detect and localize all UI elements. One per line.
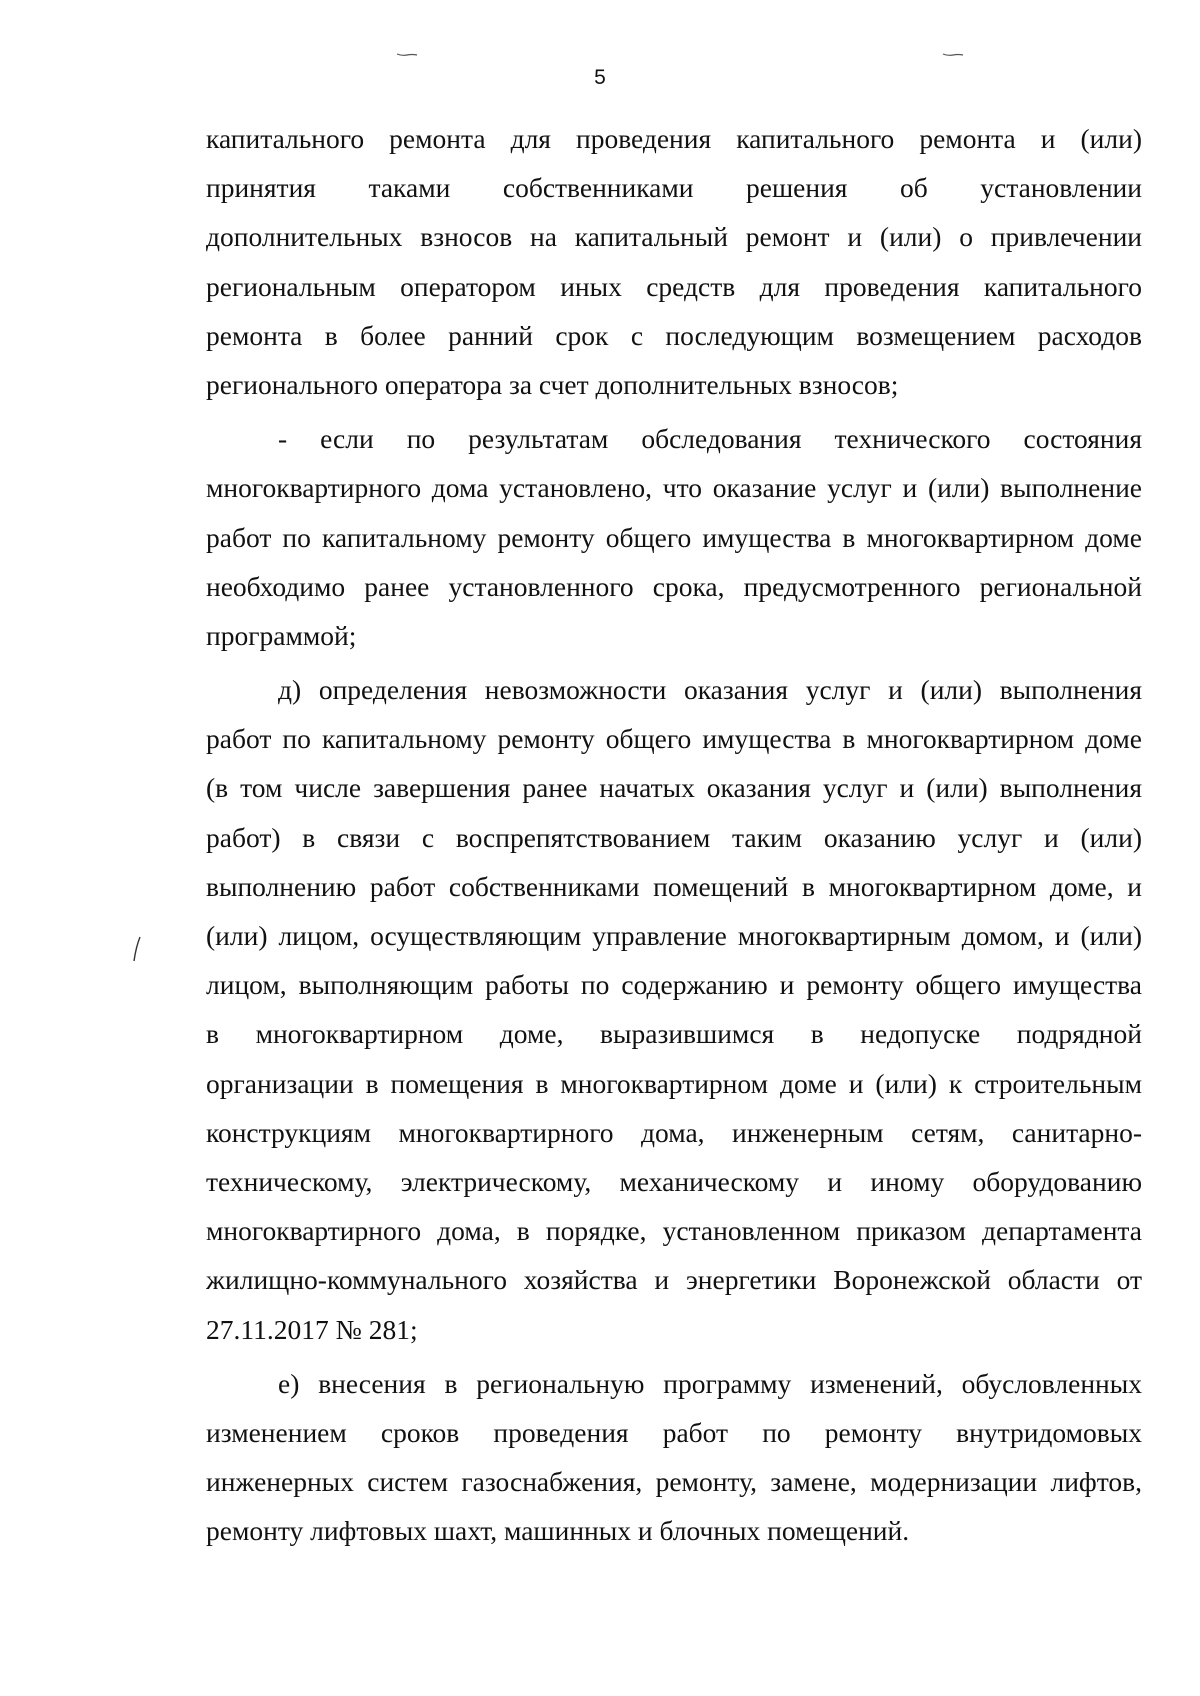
margin-pen-mark (130, 935, 144, 965)
text-line: е) внесения в региональную программу изменений, обусловленных (278, 1367, 1142, 1399)
text-line: организации в помещения в многоквартирном доме и (или) к строительным (206, 1067, 1142, 1099)
text-line: необходимо ранее установленного срока, предусмотренного региональной (206, 570, 1142, 602)
text-line: в многоквартирном доме, выразившимся в недопуске подрядной (206, 1018, 1142, 1050)
text-line: 27.11.2017 № 281; (206, 1313, 418, 1345)
text-line: работ по капитальному ремонту общего имущества в многоквартирном доме (206, 521, 1142, 553)
text-line: д) определения невозможности оказания услуг и (или) выполнения (278, 674, 1142, 706)
text-line: работ по капитальному ремонту общего имущества в многоквартирном доме (206, 723, 1142, 755)
text-line: программой; (206, 619, 357, 651)
text-line: ремонту лифтовых шахт, машинных и блочных помещений. (206, 1515, 910, 1547)
text-line: работ) в связи с воспрепятствованием таким оказанию услуг и (или) (206, 821, 1142, 853)
text-line: (или) лицом, осуществляющим управление многоквартирным домом, и (или) (206, 920, 1142, 951)
scan-artifact-left (396, 52, 418, 57)
text-line: инженерных систем газоснабжения, ремонту, замене, модернизации лифтов, (206, 1466, 1142, 1498)
text-line: изменением сроков проведения работ по ремонту внутридомовых (206, 1416, 1142, 1448)
page-number: 5 (594, 66, 606, 89)
text-line: жилищно-коммунального хозяйства и энергетики Воронежской области от (206, 1264, 1142, 1296)
text-line: капитального ремонта для проведения капитального ремонта и (или) (206, 123, 1142, 154)
text-line: - если по результатам обследования технического состояния (278, 423, 1142, 455)
text-line: (в том числе завершения ранее начатых оказания услуг и (или) выполнения (206, 772, 1142, 804)
text-line: дополнительных взносов на капитальный ремонт и (или) о привлечении (206, 221, 1142, 253)
text-line: многоквартирного дома, в порядке, установленном приказом департамента (206, 1215, 1142, 1247)
text-line: регионального оператора за счет дополнительных взносов; (206, 368, 899, 400)
scan-artifact-right (942, 52, 964, 57)
text-line: многоквартирного дома установлено, что оказание услуг и (или) выполнение (206, 472, 1142, 504)
text-line: техническому, электрическому, механическому и иному оборудованию (206, 1165, 1142, 1197)
text-line: лицом, выполняющим работы по содержанию и ремонту общего имущества (206, 969, 1142, 1001)
text-line: выполнению работ собственниками помещений в многоквартирном доме, и (206, 870, 1142, 902)
text-line: принятия таками собственниками решения об установлении (206, 172, 1142, 204)
text-line: конструкциям многоквартирного дома, инженерным сетям, санитарно- (206, 1116, 1142, 1148)
text-line: ремонта в более ранний срок с последующим возмещением расходов (206, 319, 1142, 351)
text-line: региональным оператором иных средств для проведения капитального (206, 270, 1142, 302)
body-text (206, 114, 1142, 1555)
